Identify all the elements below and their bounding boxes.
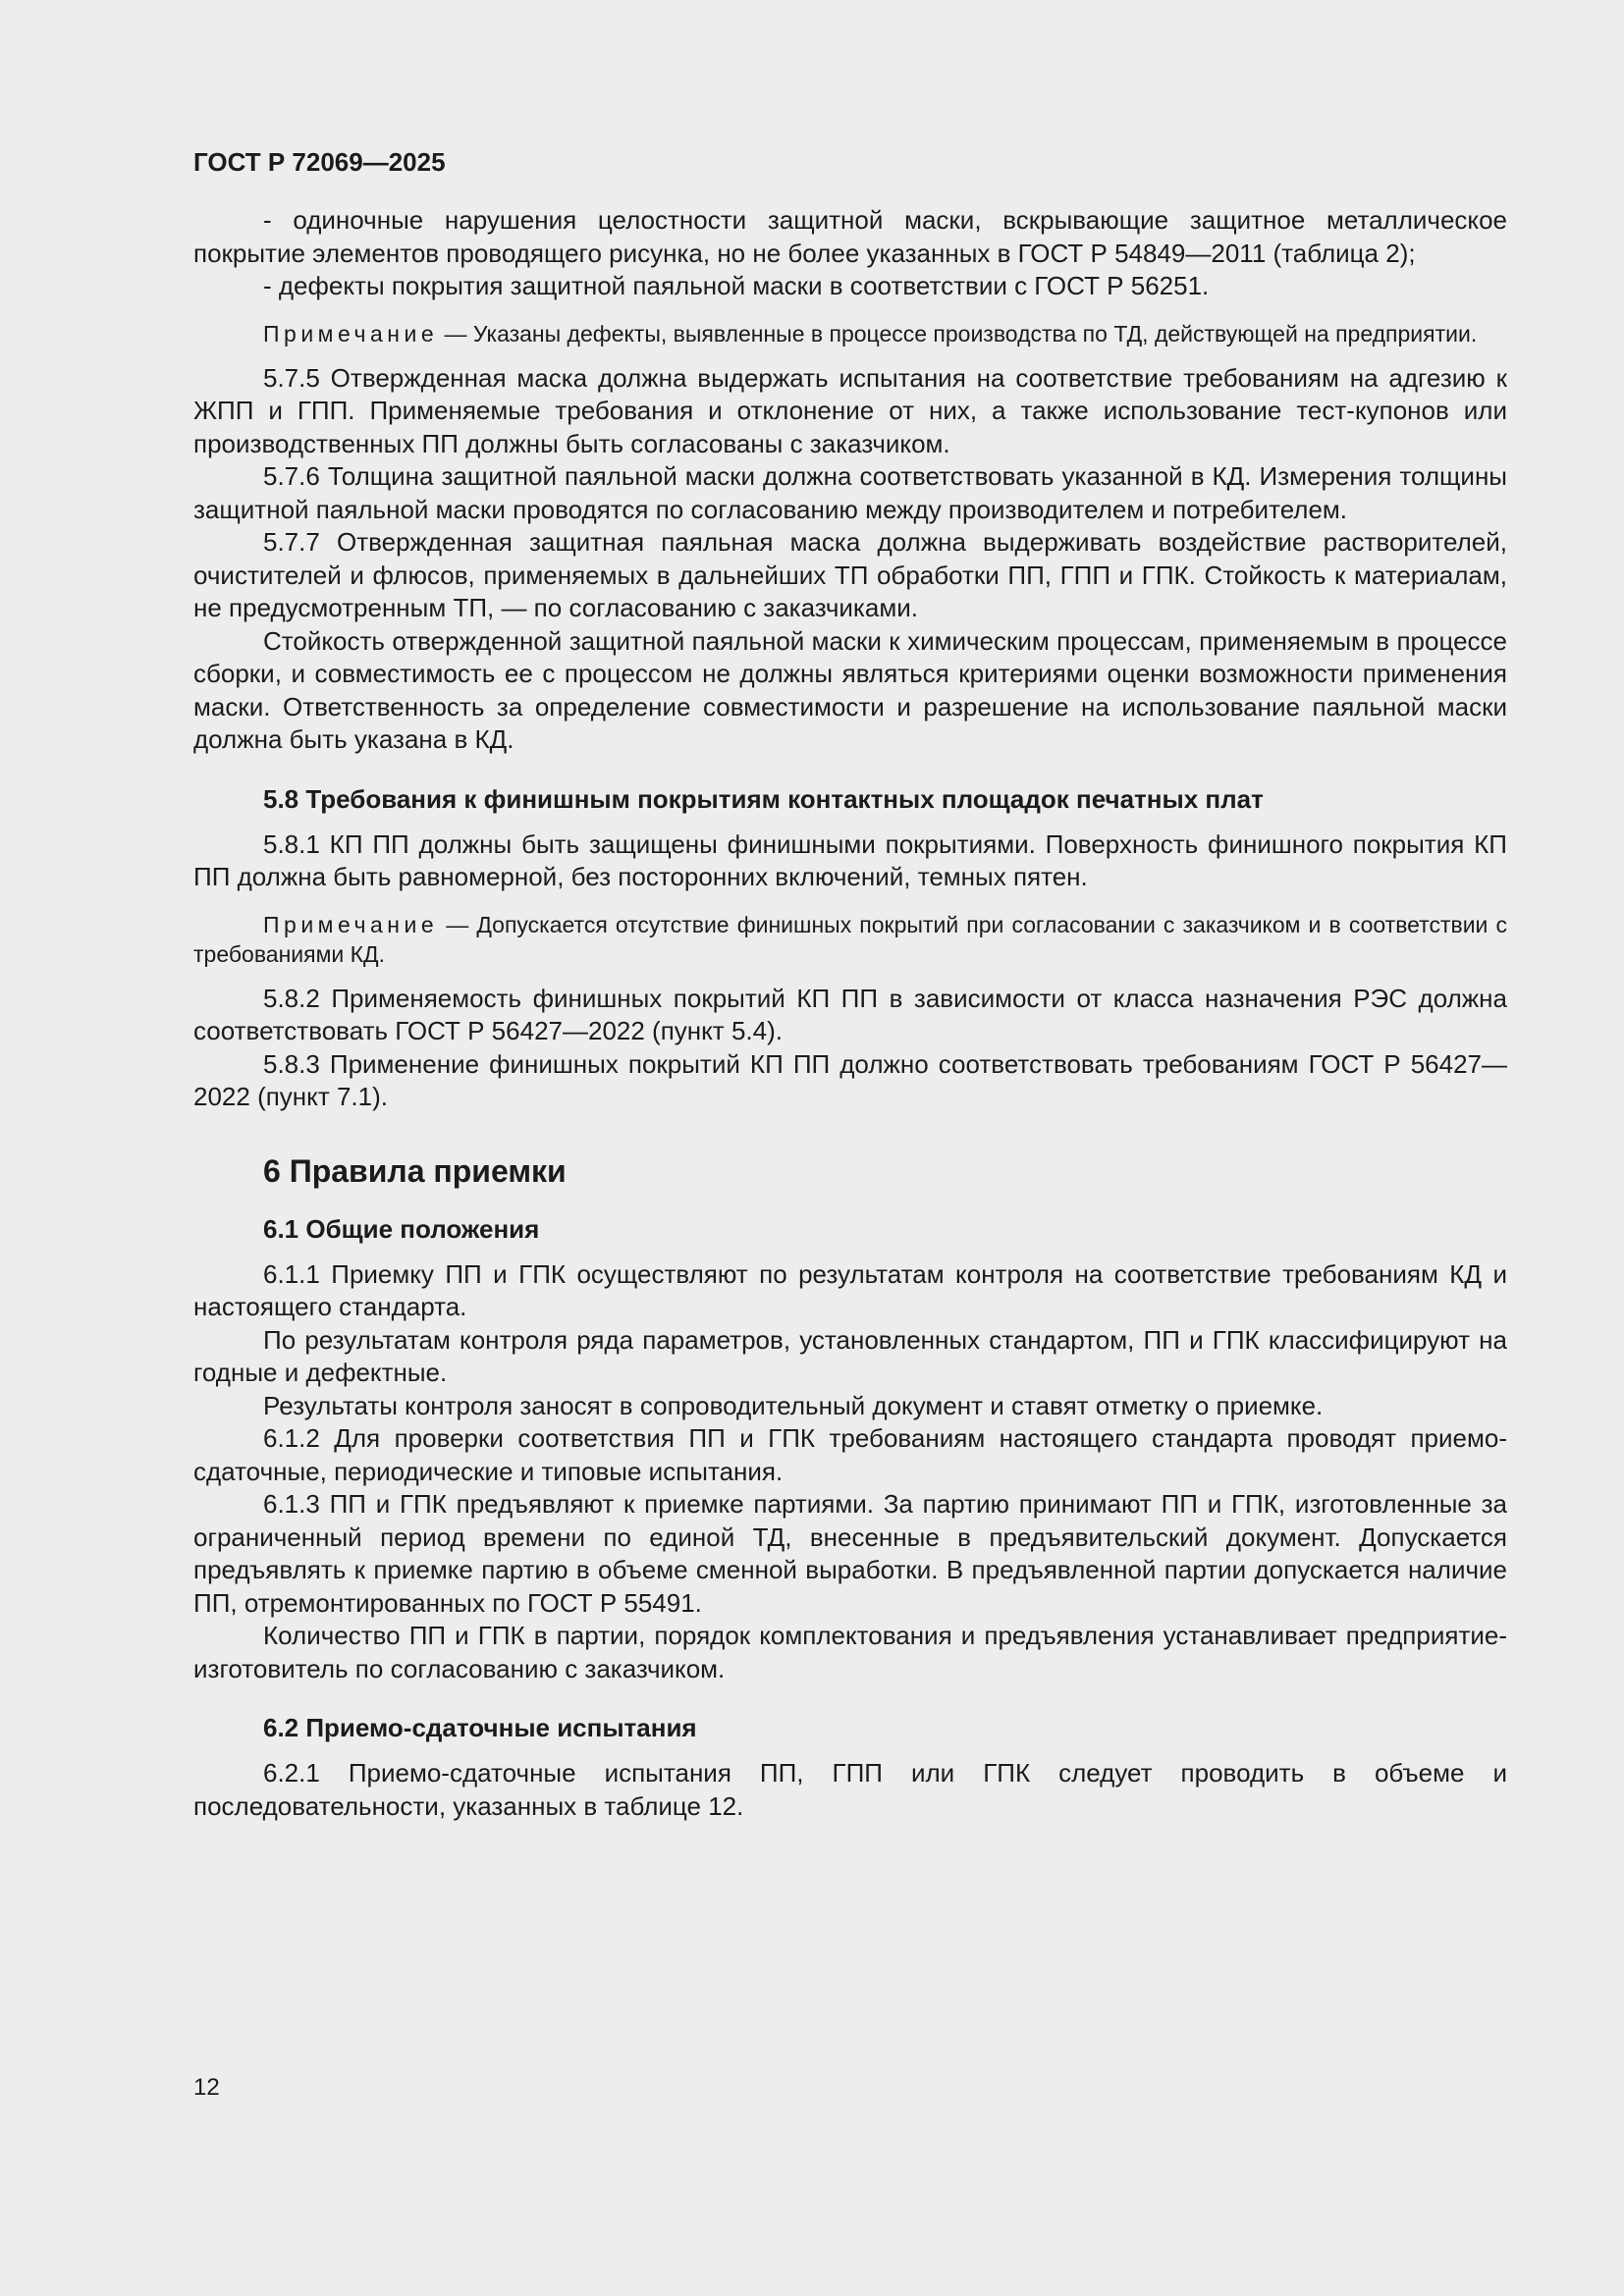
paragraph-6-1-1-classify: По результатам контроля ряда параметров, установленных стандартом, ПП и ГПК классифицируют на годные и дефектные. xyxy=(193,1324,1507,1387)
paragraph-defects-mask-coating: - дефекты покрытия защитной паяльной маски в соответствии с ГОСТ Р 56251. xyxy=(263,271,1210,300)
paragraph-6-1-1-record: Результаты контроля заносят в сопроводительный документ и ставят отметку о приемке. xyxy=(263,1390,1324,1420)
page-content xyxy=(193,145,1507,1823)
paragraph-6-2-1: 6.2.1 Приемо-сдаточные испытания ПП, ГПП или ГПК следует проводить в объеме и последовательности, указанных в таблице 12. xyxy=(193,1758,1507,1821)
paragraph-6-1-2: 6.1.2 Для проверки соответствия ПП и ГПК требованиям настоящего стандарта проводят приемо-сдаточные, периодические и типовые испытания. xyxy=(193,1423,1507,1486)
paragraph-6-1-3: 6.1.3 ПП и ГПК предъявляют к приемке партиями. За партию принимают ПП и ГПК, изготовленные за ограниченный период времени по единой ТД, внесенные в предъявительский документ. Допускается предъявлять к приемке партию в объеме сменной выработки. В предъявленной партии допускается наличие ПП, отремонтированных по ГОСТ Р 55491. xyxy=(193,1489,1507,1618)
paragraph-5-7-7-continued: Стойкость отвержденной защитной паяльной маски к химическим процессам, применяемым в процессе сборки, и совместимость ее с процессом не должны являться критериями оценки возможности применения маски. Ответственность за определение совместимости и разрешение на использование паяльной маски должна быть указана в КД. xyxy=(193,625,1507,754)
paragraph-6-1-3-quantity: Количество ПП и ГПК в партии, порядок комплектования и предъявления устанавливает предприятие-изготовитель по согласованию с заказчиком. xyxy=(193,1621,1507,1683)
paragraph-5-8-1: 5.8.1 КП ПП должны быть защищены финишными покрытиями. Поверхность финишного покрытия КП ПП должна быть равномерной, без посторонних включений, темных пятен. xyxy=(193,828,1507,891)
paragraph-5-7-5: 5.7.5 Отвержденная маска должна выдержать испытания на соответствие требованиям на адгезию к ЖПП и ГПП. Применяемые требования и отклонение от них, а также использование тест-купонов или производственных ПП должны быть согласованы с заказчиком. xyxy=(193,362,1507,458)
paragraph-defects-mask-integrity: - одиночные нарушения целостности защитной маски, вскрывающие защитное металлическое покрытие элементов проводящего рисунка, но не более указанных в ГОСТ Р 54849—2011 (таблица 2); xyxy=(193,205,1507,268)
document-id-header: ГОСТ Р 72069—2025 xyxy=(193,147,446,177)
note-text: — Указаны дефекты, выявленные в процессе производства по ТД, действующей на предприятии. xyxy=(438,320,1478,347)
note-finish-coatings xyxy=(193,910,1507,969)
paragraph-5-7-6: 5.7.6 Толщина защитной паяльной маски должна соответствовать указанной в КД. Измерения толщины защитной паяльной маски проводятся по согласованию между производителем и потребителем. xyxy=(193,461,1507,524)
subsection-heading-6-1: 6.1 Общие положения xyxy=(263,1213,540,1244)
paragraph-5-8-2: 5.8.2 Применяемость финишных покрытий КП ПП в зависимости от класса назначения РЭС должна соответствовать ГОСТ Р 56427—2022 (пункт 5.4). xyxy=(193,983,1507,1045)
note-label: Примечание xyxy=(263,911,439,937)
subsection-heading-5-8: 5.8 Требования к финишным покрытиям контактных площадок печатных плат xyxy=(263,783,1264,814)
paragraph-5-7-7: 5.7.7 Отвержденная защитная паяльная маска должна выдерживать воздействие растворителей, очистителей и флюсов, применяемых в дальнейших ТП обработки ПП, ГПП и ГПК. Стойкость к материалам, не предусмотренным ТП, — по согласованию с заказчиками. xyxy=(193,527,1507,622)
note-text: — Допускается отсутствие финишных покрытий при согласовании с заказчиком и в соответствии с требованиями КД. xyxy=(193,911,1507,967)
page-number: 12 xyxy=(193,2074,220,2101)
note-label: Примечание xyxy=(263,320,439,347)
section-heading-6: 6 Правила приемки xyxy=(263,1152,567,1189)
subsection-heading-6-2: 6.2 Приемо-сдаточные испытания xyxy=(263,1713,697,1742)
paragraph-6-1-1: 6.1.1 Приемку ПП и ГПК осуществляют по результатам контроля на соответствие требованиям КД и настоящего стандарта. xyxy=(193,1258,1507,1321)
paragraph-5-8-3: 5.8.3 Применение финишных покрытий КП ПП должно соответствовать требованиям ГОСТ Р 56427—2022 (пункт 7.1). xyxy=(193,1048,1507,1111)
note-defects xyxy=(193,319,1507,348)
